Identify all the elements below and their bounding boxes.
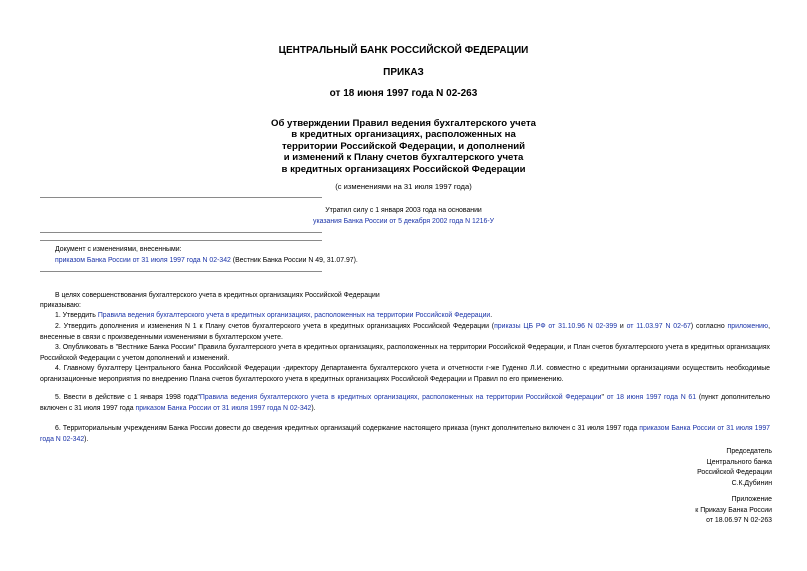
signature-line: С.К.Дубинин bbox=[731, 479, 772, 487]
doc-date-number: от 18 июня 1997 года N 02-263 bbox=[329, 88, 478, 99]
appendix-line: Приложение bbox=[731, 496, 772, 503]
item-2-link-2[interactable]: от 11.03.97 N 02-67 bbox=[626, 323, 691, 330]
doc-changes-source: (Вестник Банка России N 49, 31.07.97). bbox=[230, 256, 358, 264]
doc-changes bbox=[55, 245, 358, 266]
item-2-link-1[interactable]: приказы ЦБ РФ от 31.10.96 N 02-399 bbox=[494, 323, 618, 330]
item-4: 4. Главному бухгалтеру Центрального банка Российской Федерации -директору Департамента бухгалтерского учета и отчетности г-же Гуденко Л.И. совместно с кредитными организациями осуществить необходимые организационные мероприятия по внедрению Плана счетов бухгалтерского учета в кредитных организациях Российской Федерации и Правил по его применению. bbox=[40, 365, 770, 383]
signature-line: Председатель bbox=[726, 448, 772, 455]
divider bbox=[40, 197, 322, 198]
validity-block bbox=[0, 206, 807, 227]
item-2-link-3[interactable]: приложению bbox=[727, 323, 769, 330]
item-1: 1. Утвердить Правила ведения бухгалтерского учета в кредитных организациях, расположенных на территории Российской Федерации. bbox=[55, 312, 493, 319]
doc-changes-link[interactable]: приказом Банка России от 31 июля 1997 года N 02-342 bbox=[55, 256, 231, 264]
validity-text: Утратил силу с 1 января 2003 года на основании bbox=[325, 207, 482, 214]
orders: приказываю: bbox=[40, 302, 81, 309]
amendment-note: (с изменениями на 31 июля 1997 года) bbox=[335, 182, 472, 191]
validity-link[interactable]: указания Банка России от 5 декабря 2002 года N 1216-У bbox=[313, 217, 494, 225]
item-5: 5. Ввести в действие с 1 января 1998 года"Правила ведения бухгалтерского учета в кредитных организациях, расположенных на территории Российской Федерации" от 18 июня 1997 года N 61 (пункт дополнительно включен с 31 июля 1997 года приказом Банка России от 31 июля 1997 года N 02-342). bbox=[40, 394, 770, 412]
title-line: территории Российской Федерации, и дополнений bbox=[281, 140, 526, 152]
item-2: 2. Утвердить дополнения и изменения N 1 к Плану счетов бухгалтерского учета в кредитных организациях Российской Федерации (приказы ЦБ РФ от 31.10.96 N 02-399 и от 11.03.97 N 02-67) согласно приложению, внесенные в связи с произведенными изменениями в бухгалтерском учете. bbox=[40, 323, 770, 341]
appendix-block bbox=[695, 495, 772, 527]
doc-changes-label: Документ с изменениями, внесенными: bbox=[55, 246, 182, 253]
title-line: Об утверждении Правил ведения бухгалтерского учета bbox=[271, 118, 536, 129]
divider bbox=[40, 271, 322, 272]
item-1-link[interactable]: Правила ведения бухгалтерского учета в кредитных организациях, расположенных на территории Российской Федерации bbox=[97, 312, 491, 319]
item-5-link-1[interactable]: Правила ведения бухгалтерского учета в кредитных организациях, расположенных на территории Российской Федерации bbox=[199, 394, 602, 401]
appendix-line: к Приказу Банка России bbox=[695, 506, 772, 514]
item-5-link-3[interactable]: приказом Банка России от 31 июля 1997 года N 02-342 bbox=[135, 404, 312, 412]
doc-type: ПРИКАЗ bbox=[383, 67, 424, 78]
signature-line: Центрального банка bbox=[706, 458, 772, 466]
title-line: в кредитных организациях, расположенных на bbox=[291, 129, 516, 141]
item-3: 3. Опубликовать в "Вестнике Банка России" Правила бухгалтерского учета в кредитных организациях, расположенных на территории Российской Федерации, и План счетов бухгалтерского учета в кредитных организациях Российской Федерации с учетом дополнений и изменений. bbox=[40, 344, 770, 362]
divider bbox=[40, 240, 322, 241]
org-name: ЦЕНТРАЛЬНЫЙ БАНК РОССИЙСКОЙ ФЕДЕРАЦИИ bbox=[278, 45, 529, 56]
title-line: и изменений к Плану счетов бухгалтерского учета bbox=[283, 152, 524, 164]
item-5-link-2[interactable]: от 18 июня 1997 года N 61 bbox=[606, 394, 697, 401]
divider bbox=[40, 232, 322, 233]
preamble: В целях совершенствования бухгалтерского учета в кредитных организациях Российской Федерации bbox=[55, 292, 380, 299]
appendix-line: от 18.06.97 N 02-263 bbox=[706, 517, 772, 524]
item-6: 6. Территориальным учреждениям Банка России довести до сведения кредитных организаций содержание настоящего приказа (пункт дополнительно включен с 31 июля 1997 года приказом Банка России от 31 июля 1997 года N 02-342). bbox=[40, 425, 770, 443]
title-line: в кредитных организациях Российской Федерации bbox=[281, 163, 526, 175]
item-6-link[interactable]: приказом Банка России от 31 июля 1997 года N 02-342 bbox=[40, 425, 770, 443]
signature-block bbox=[697, 447, 772, 489]
doc-title bbox=[0, 118, 807, 175]
signature-line: Российской Федерации bbox=[697, 469, 772, 476]
